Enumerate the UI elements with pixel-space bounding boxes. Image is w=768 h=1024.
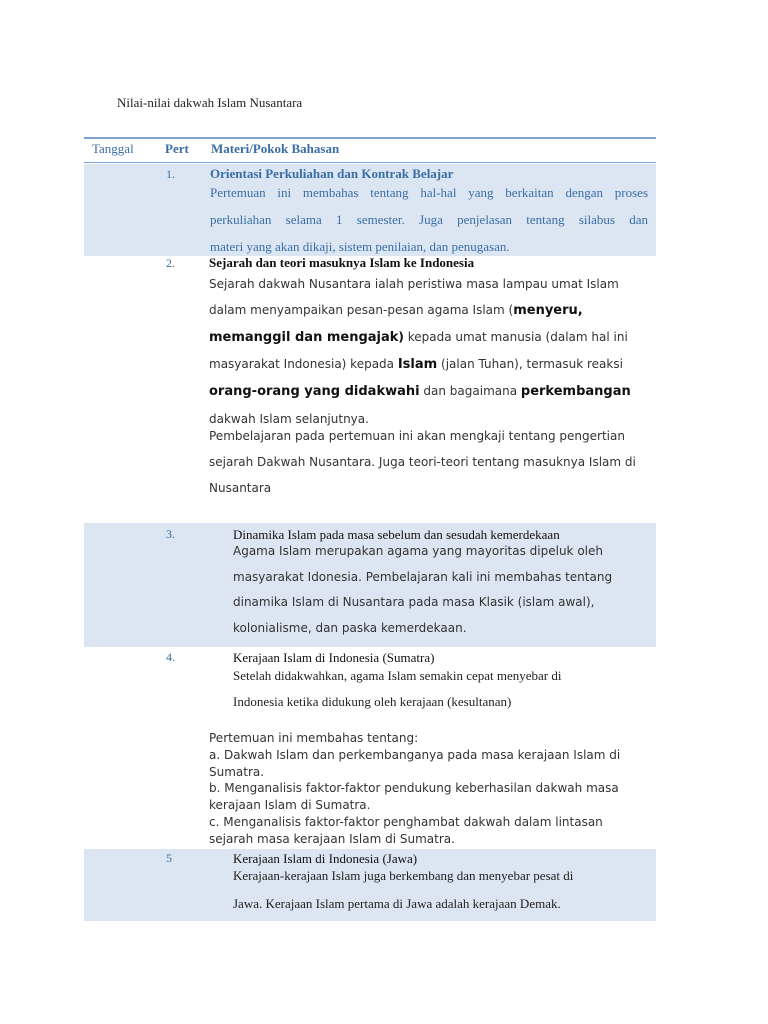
row-4-extra-line: a. Dakwah Islam dan perkembanganya pada masa kerajaan Islam di bbox=[209, 747, 621, 762]
row-2-bold-text: ) bbox=[398, 330, 404, 344]
column-header-tanggal: Tanggal bbox=[92, 141, 134, 156]
row-2-bold-text: perkembangan bbox=[520, 384, 631, 399]
row-2-paragraph-2 bbox=[209, 423, 654, 501]
row-5-number: 5 bbox=[166, 851, 172, 865]
row-2-bold-text: menyeru, bbox=[513, 303, 583, 318]
row-3-number: 3. bbox=[166, 527, 175, 541]
row-2-text: Nusantara bbox=[209, 481, 272, 495]
row-5-content bbox=[233, 851, 653, 918]
row-4-heading: Kerajaan Islam di Indonesia (Sumatra) bbox=[233, 650, 435, 665]
row-2-bold-text: Islam bbox=[397, 357, 438, 372]
row-3-line: masyarakat Idonesia. Pembelajaran kali ini membahas tentang bbox=[233, 569, 613, 584]
row-2-text: (jalan Tuhan), termasuk reaksi bbox=[437, 357, 623, 371]
row-4-description bbox=[233, 663, 653, 715]
row-3-line: dinamika Islam di Nusantara pada masa Klasik (islam awal), bbox=[233, 595, 595, 609]
row-3-content bbox=[233, 527, 653, 641]
row-2-bold-text: orang-orang yang didakwahi bbox=[209, 384, 420, 399]
row-2-text: Pembelajaran pada pertemuan ini akan mengkaji tentang pengertian bbox=[209, 429, 625, 443]
row-2-text: sejarah Dakwah Nusantara. Juga teori-teori tentang masuknya Islam di bbox=[209, 455, 636, 469]
column-header-materi: Materi/Pokok Bahasan bbox=[211, 141, 340, 156]
row-5-description bbox=[233, 862, 653, 918]
row-2-heading: Sejarah dan teori masuknya Islam ke Indonesia bbox=[209, 255, 475, 270]
row-2-text: dalam menyampaikan pesan-pesan agama Islam ( bbox=[209, 303, 514, 317]
row-2-bold-text: memanggil dan mengajak bbox=[209, 330, 399, 345]
row-2-content bbox=[209, 255, 654, 501]
row-1-line: perkuliahan selama 1 semester. Juga penjelasan tentang silabus dan bbox=[210, 212, 648, 227]
row-4-extra-line: Pertemuan ini membahas tentang: bbox=[209, 731, 419, 745]
row-1-content bbox=[210, 166, 648, 260]
row-4-line: Indonesia ketika didukung oleh kerajaan (kesultanan) bbox=[233, 694, 512, 709]
row-4-number: 4. bbox=[166, 650, 175, 664]
row-3-description bbox=[233, 539, 653, 641]
row-1-description bbox=[210, 179, 648, 260]
row-4-extra-line: b. Menganalisis faktor-faktor pendukung keberhasilan dakwah masa bbox=[209, 781, 619, 796]
row-1-line: materi yang akan dikaji, sistem penilaian, dan penugasan. bbox=[210, 239, 510, 254]
row-2-paragraph-1 bbox=[209, 271, 654, 429]
row-4-extra-line: kerajaan Islam di Sumatra. bbox=[209, 798, 371, 813]
row-4-extra-line: Sumatra. bbox=[209, 764, 265, 779]
row-4-extra-line: sejarah masa kerajaan Islam di Sumatra. bbox=[209, 831, 455, 846]
row-3-heading: Dinamika Islam pada masa sebelum dan sesudah kemerdekaan bbox=[233, 527, 560, 542]
row-4-content bbox=[233, 650, 653, 715]
row-2-text: dakwah Islam selanjutnya. bbox=[209, 412, 369, 426]
row-1-heading: Orientasi Perkuliahan dan Kontrak Belajar bbox=[210, 166, 454, 181]
page-title: Nilai-nilai dakwah Islam Nusantara bbox=[117, 95, 303, 110]
row-5-heading: Kerajaan Islam di Indonesia (Jawa) bbox=[233, 851, 418, 866]
row-2-text: kepada umat manusia (dalam hal ini bbox=[403, 330, 628, 344]
table-top-rule bbox=[84, 137, 656, 139]
row-3-line: Agama Islam merupakan agama yang mayoritas dipeluk oleh bbox=[233, 544, 603, 558]
row-1-line: Pertemuan ini membahas tentang hal-hal yang berkaitan dengan proses bbox=[210, 185, 648, 200]
row-5-line: Kerajaan-kerajaan Islam juga berkembang dan menyebar pesat di bbox=[233, 868, 574, 883]
column-header-pert: Pert bbox=[165, 141, 189, 156]
row-4-line: Setelah didakwahkan, agama Islam semakin cepat menyebar di bbox=[233, 668, 562, 683]
row-5-line: Jawa. Kerajaan Islam pertama di Jawa adalah kerajaan Demak. bbox=[233, 896, 561, 911]
table-header-rule bbox=[84, 162, 656, 163]
row-3-line: kolonialisme, dan paska kemerdekaan. bbox=[233, 620, 467, 635]
row-2-number: 2. bbox=[166, 256, 175, 270]
row-2-text: masyarakat Indonesia) kepada bbox=[209, 357, 398, 371]
row-4-extra bbox=[209, 730, 654, 848]
row-1-number: 1. bbox=[166, 167, 175, 181]
row-2-text: Sejarah dakwah Nusantara ialah peristiwa masa lampau umat Islam bbox=[209, 277, 619, 291]
row-4-extra-line: c. Menganalisis faktor-faktor penghambat dakwah dalam lintasan bbox=[209, 814, 603, 829]
row-2-text: dan bagaimana bbox=[419, 384, 521, 398]
